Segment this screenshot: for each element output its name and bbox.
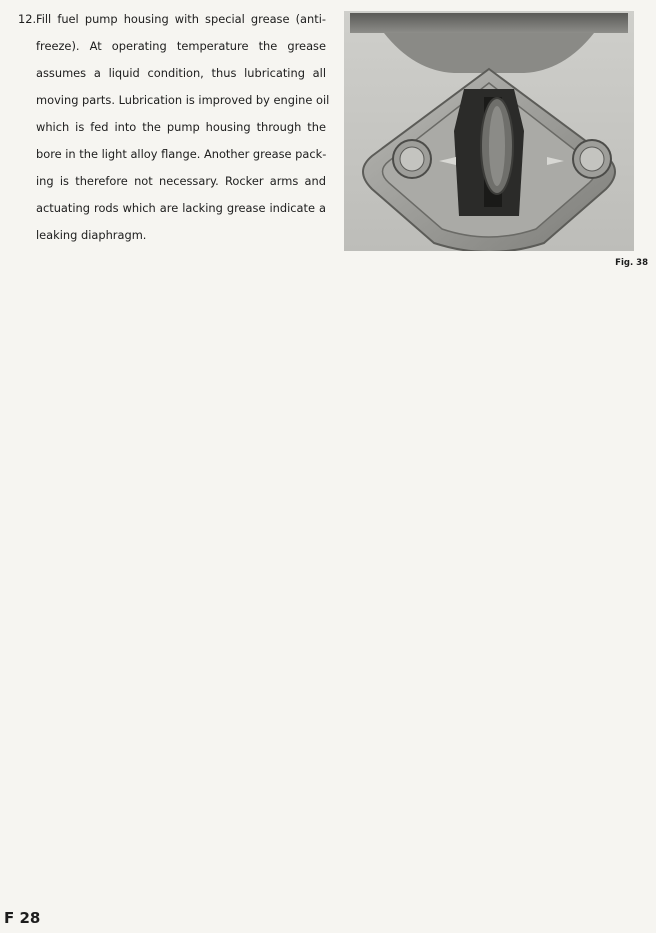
step-line-7: ing is therefore not necessary. Rocker arms and: [36, 174, 326, 188]
step-line-9: leaking diaphragm.: [36, 228, 147, 242]
page-number: F 28: [4, 909, 41, 927]
step-line-5: which is fed into the pump housing through the: [36, 120, 326, 134]
instruction-step-12: [18, 6, 330, 249]
step-line-1: [18, 6, 326, 33]
step-line-2: freeze). At operating temperature the grease: [36, 39, 326, 53]
step-line-4: moving parts. Lubrication is improved by engine oil: [36, 93, 330, 107]
step-number: 12.: [18, 12, 37, 26]
step-line-1-text: Fill fuel pump housing with special grease (anti-: [36, 12, 326, 26]
fuel-pump-housing-illustration: [344, 11, 634, 251]
figure-caption: Fig. 38: [615, 258, 648, 268]
step-line-8: actuating rods which are lacking grease indicate a: [36, 201, 326, 215]
step-line-6: bore in the light alloy flange. Another grease pack-: [36, 147, 327, 161]
step-line-3: assumes a liquid condition, thus lubricating all: [36, 66, 326, 80]
top-flange: [350, 13, 628, 33]
fuel-pump-housing-photo: [344, 11, 634, 251]
